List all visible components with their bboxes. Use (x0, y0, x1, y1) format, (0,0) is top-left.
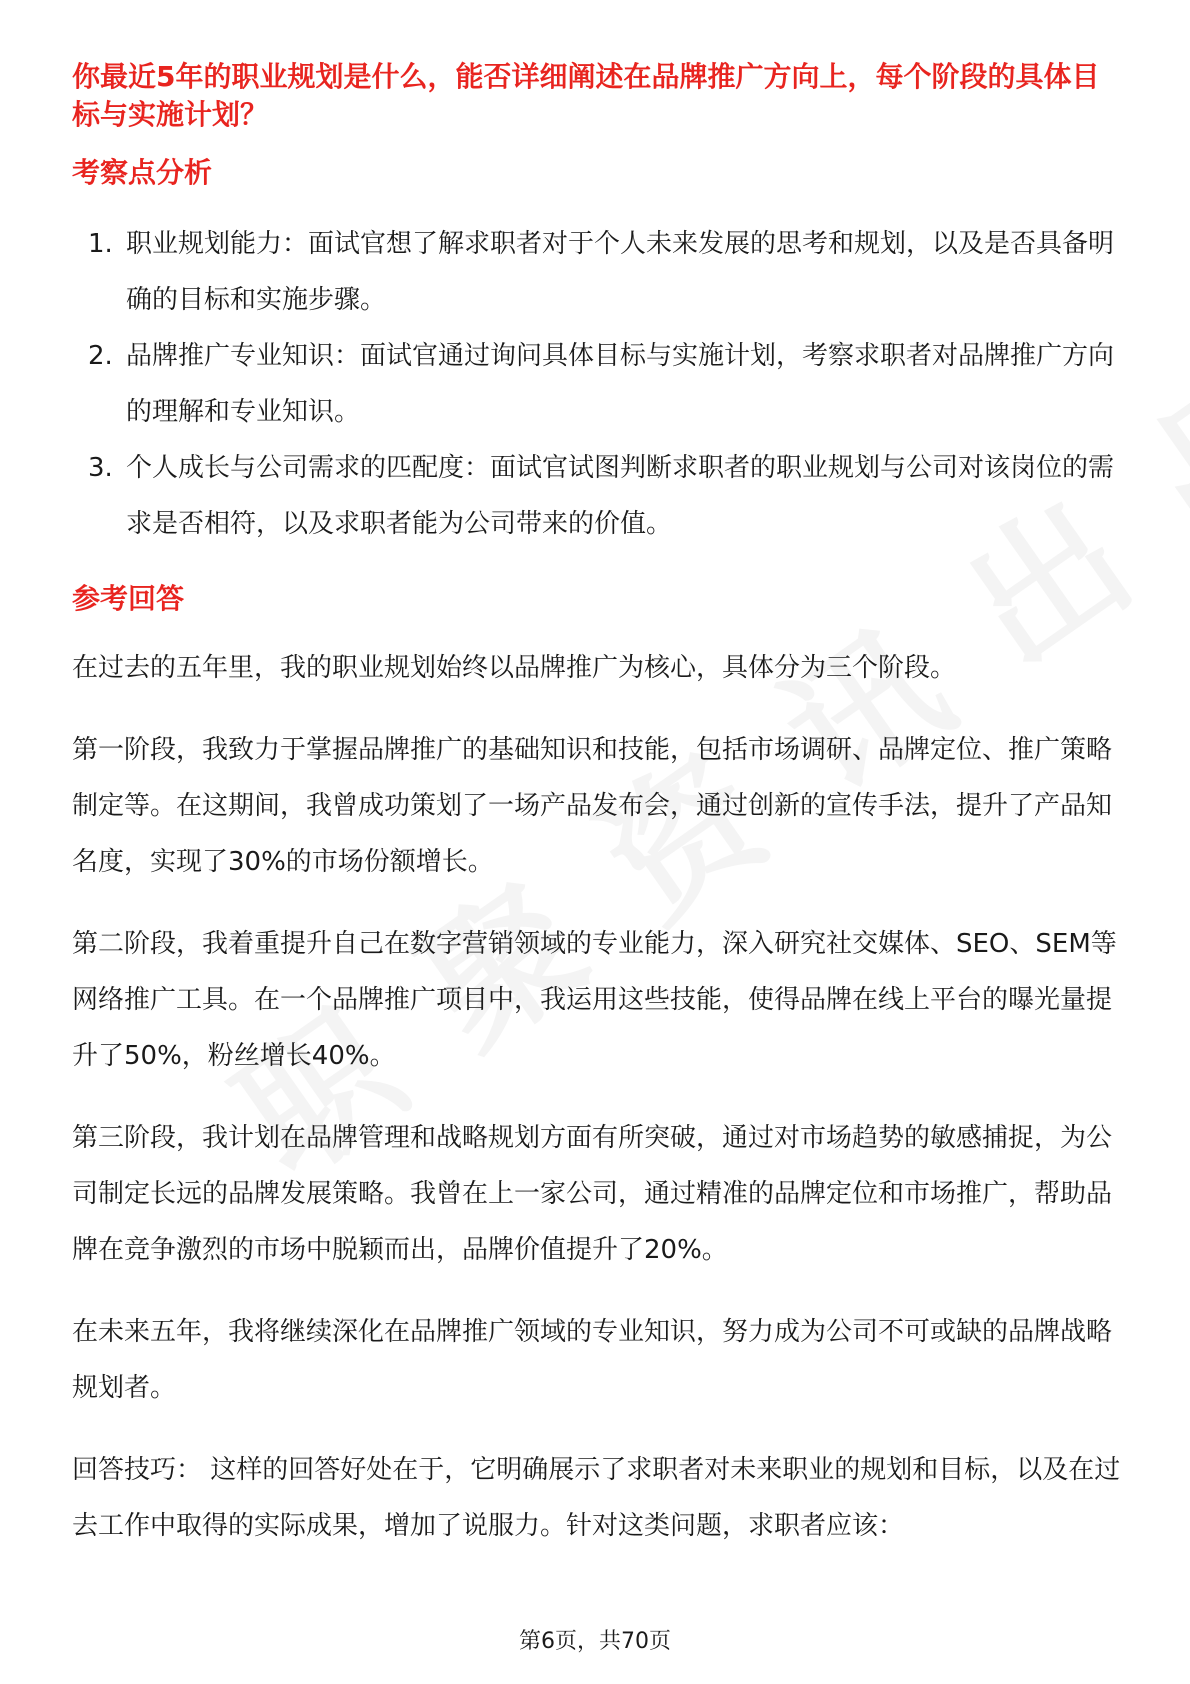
list-item-text: 个人成长与公司需求的匹配度：面试官试图判断求职者的职业规划与公司对该岗位的需求是否相符，以及求职者能为公司带来的价值。 (126, 453, 1115, 539)
answer-paragraph: 第三阶段，我计划在品牌管理和战略规划方面有所突破，通过对市场趋势的敏感捕捉，为公司制定长远的品牌发展策略。我曾在上一家公司，通过精准的品牌定位和市场推广，帮助品牌在竞争激烈的市场中脱颖而出，品牌价值提升了20%。 (72, 1123, 1113, 1265)
list-item (72, 216, 1122, 328)
content (72, 58, 1122, 1554)
answer-paragraph: 第二阶段，我着重提升自己在数字营销领域的专业能力，深入研究社交媒体、SEO、SEM等网络推广工具。在一个品牌推广项目中，我运用这些技能，使得品牌在线上平台的曝光量提升了50%，粉丝增长40%。 (72, 929, 1117, 1071)
page-footer: 第6页，共70页 (519, 1629, 671, 1654)
list-item (72, 328, 1122, 440)
analysis-title: 考察点分析 (72, 156, 213, 189)
question-heading: 你最近5年的职业规划是什么，能否详细阐述在品牌推广方向上，每个阶段的具体目标与实施计划？ (72, 60, 1100, 131)
list-item (72, 440, 1122, 552)
list-item-number: 3. (88, 453, 113, 483)
list-item-number: 1. (88, 229, 113, 259)
answer-tips-paragraph: 回答技巧： 这样的回答好处在于，它明确展示了求职者对未来职业的规划和目标，以及在过去工作中取得的实际成果，增加了说服力。针对这类问题，求职者应该： (72, 1455, 1121, 1541)
answer-title: 参考回答 (72, 582, 185, 615)
list-item-text: 职业规划能力：面试官想了解求职者对于个人未来发展的思考和规划，以及是否具备明确的目标和实施步骤。 (126, 229, 1115, 315)
list-item-number: 2. (88, 341, 113, 371)
analysis-list (72, 216, 1122, 552)
answer-paragraph: 在未来五年，我将继续深化在品牌推广领域的专业知识，努力成为公司不可或缺的品牌战略规划者。 (72, 1317, 1113, 1403)
answer-paragraph: 第一阶段，我致力于掌握品牌推广的基础知识和技能，包括市场调研、品牌定位、推广策略制定等。在这期间，我曾成功策划了一场产品发布会，通过创新的宣传手法，提升了产品知名度，实现了30%的市场份额增长。 (72, 735, 1113, 877)
answer-paragraph: 在过去的五年里，我的职业规划始终以品牌推广为核心，具体分为三个阶段。 (72, 653, 957, 683)
list-item-text: 品牌推广专业知识：面试官通过询问具体目标与实施计划，考察求职者对品牌推广方向的理解和专业知识。 (126, 341, 1115, 427)
